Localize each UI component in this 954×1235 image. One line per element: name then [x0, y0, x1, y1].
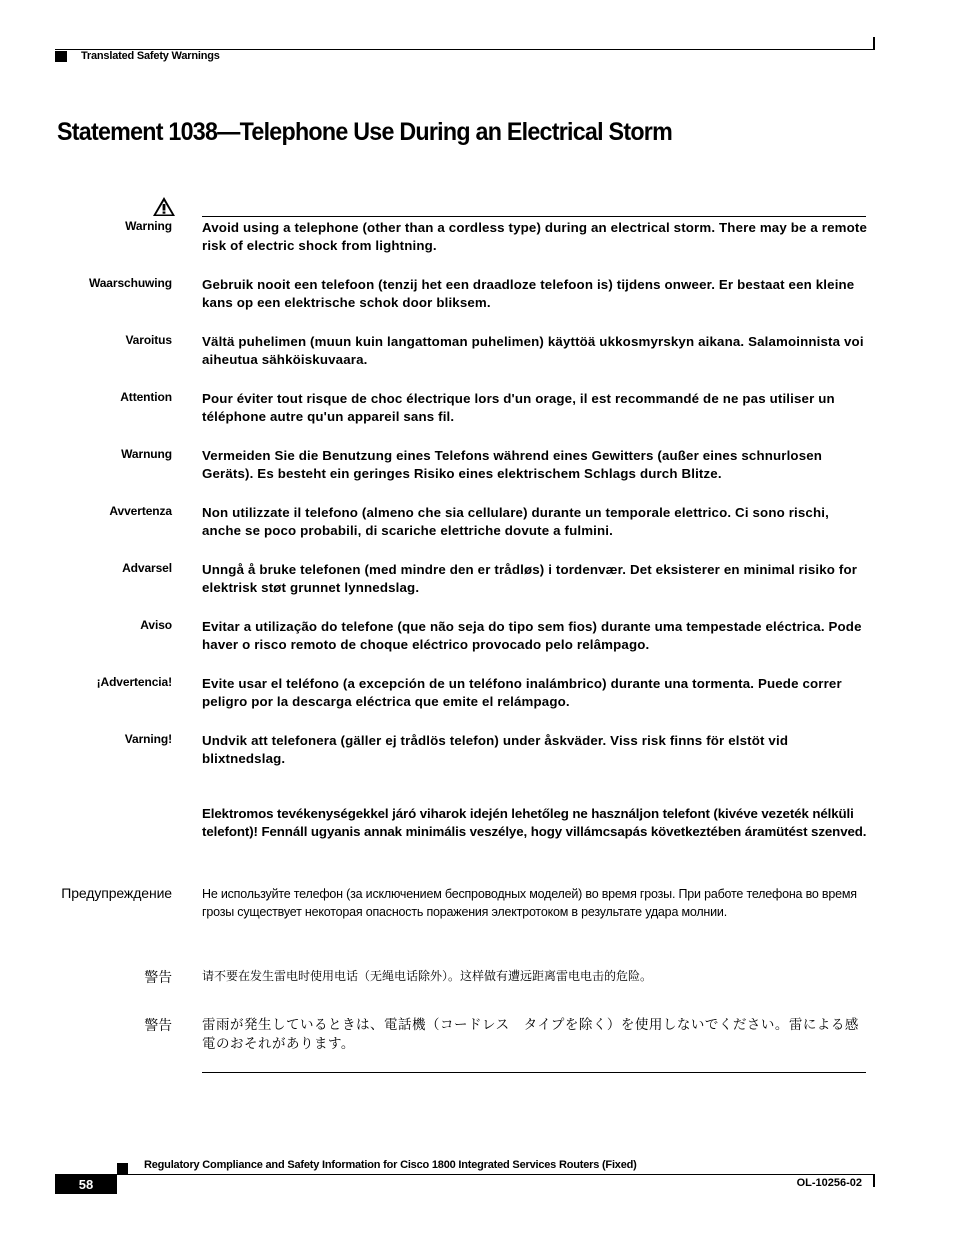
- warning-text: Unngå å bruke telefonen (med mindre den er trådløs) i tordenvær. Det eksisterer en minimal risiko for elektrisk støt grunnet lynnedslag.: [202, 562, 858, 595]
- warning-label: ¡Advertencia!: [96, 675, 172, 689]
- footer-doc-title: Regulatory Compliance and Safety Information for Cisco 1800 Integrated Services Routers (Fixed): [144, 1159, 637, 1171]
- warning-label: Предупреждение: [61, 885, 172, 901]
- warning-triangle-icon: [152, 196, 176, 217]
- warning-text: Evitar a utilização do telefone (que não seja do tipo sem fios) durante uma tempestade eléctrica. Pode haver o risco remoto de choque eléctrico provocado pelo relâmpago.: [202, 619, 862, 652]
- footer-rule: [117, 1174, 874, 1175]
- footer-tick: [873, 1174, 875, 1187]
- doc-number: OL-10256-02: [796, 1177, 862, 1189]
- warning-bottom-rule: [202, 1072, 866, 1073]
- warning-label: 警告: [144, 969, 172, 985]
- warning-label: Aviso: [140, 618, 172, 632]
- warning-text: Elektromos tevékenységekkel járó viharok idején lehetőleg ne használjon telefont (kivéve vezeték nélküli telefont)! Fennáll ugyanis annak minimális veszélye, hogy villámcsapás következtében áramütést szenved.: [202, 806, 867, 839]
- warning-text: Vermeiden Sie die Benutzung eines Telefons während eines Gewitters (außer eines schnurlosen Geräts). Es besteht ein geringes Risiko eines elektrischem Schlags durch Blitze.: [202, 448, 823, 481]
- warning-text: Не используйте телефон (за исключением беспроводных моделей) во время грозы. При работе телефона во время грозы существует некоторая опасность поражения электротоком в результате удара молнии.: [202, 887, 857, 919]
- warning-label: Warnung: [121, 447, 172, 461]
- warning-text: Vältä puhelimen (muun kuin langattoman puhelimen) käyttöä ukkosmyrskyn aikana. Salamoinnista voi aiheutua sähköiskuvaara.: [202, 334, 864, 367]
- warning-label: Avvertenza: [109, 504, 172, 518]
- warning-text: Non utilizzate il telefono (almeno che sia cellulare) durante un temporale elettrico. Ci sono rischi, anche se poco probabili, di scariche elettriche dovute a fulmini.: [202, 505, 829, 538]
- warning-label: Attention: [120, 390, 172, 404]
- warning-label: Warning: [125, 219, 172, 233]
- warning-text: Evite usar el teléfono (a excepción de un teléfono inalámbrico) durante una tormenta. Puede correr peligro por la descarga eléctrica que emite el relámpago.: [202, 676, 842, 709]
- warning-top-rule: [202, 216, 866, 217]
- section-header: Translated Safety Warnings: [81, 50, 220, 62]
- warning-text: Pour éviter tout risque de choc électrique lors d'un orage, il est recommandé de ne pas utiliser un téléphone autre qu'un appareil sans fil.: [202, 391, 835, 424]
- warning-label: 警告: [144, 1017, 172, 1033]
- warning-text: 雷雨が発生しているときは、電話機（コードレス タイプを除く）を使用しないでください。雷による感電のおそれがあります。: [202, 1017, 859, 1051]
- warning-text: Gebruik nooit een telefoon (tenzij het een draadloze telefoon is) tijdens onweer. Er bestaat een kleine kans op een elektrische schok door bliksem.: [202, 277, 855, 310]
- warning-label: Advarsel: [122, 561, 172, 575]
- footer-marker: [117, 1163, 128, 1174]
- page-number: 58: [55, 1174, 117, 1194]
- page-title: Statement 1038—Telephone Use During an Electrical Storm: [57, 118, 673, 146]
- warning-text: Avoid using a telephone (other than a cordless type) during an electrical storm. There may be a remote risk of electric shock from lightning.: [202, 220, 868, 253]
- warning-label: Waarschuwing: [88, 276, 172, 290]
- warning-label: Varning!: [124, 732, 172, 746]
- warning-text: Undvik att telefonera (gäller ej trådlös telefon) under åskväder. Viss risk finns för elstöt vid blixtnedslag.: [202, 733, 789, 766]
- header-tick: [873, 37, 875, 50]
- header-marker: [55, 51, 67, 62]
- warning-text: 请不要在发生雷电时使用电话（无绳电话除外）。这样做有遭远距离雷电电击的危险。: [202, 969, 653, 983]
- warning-label: Varoitus: [125, 333, 172, 347]
